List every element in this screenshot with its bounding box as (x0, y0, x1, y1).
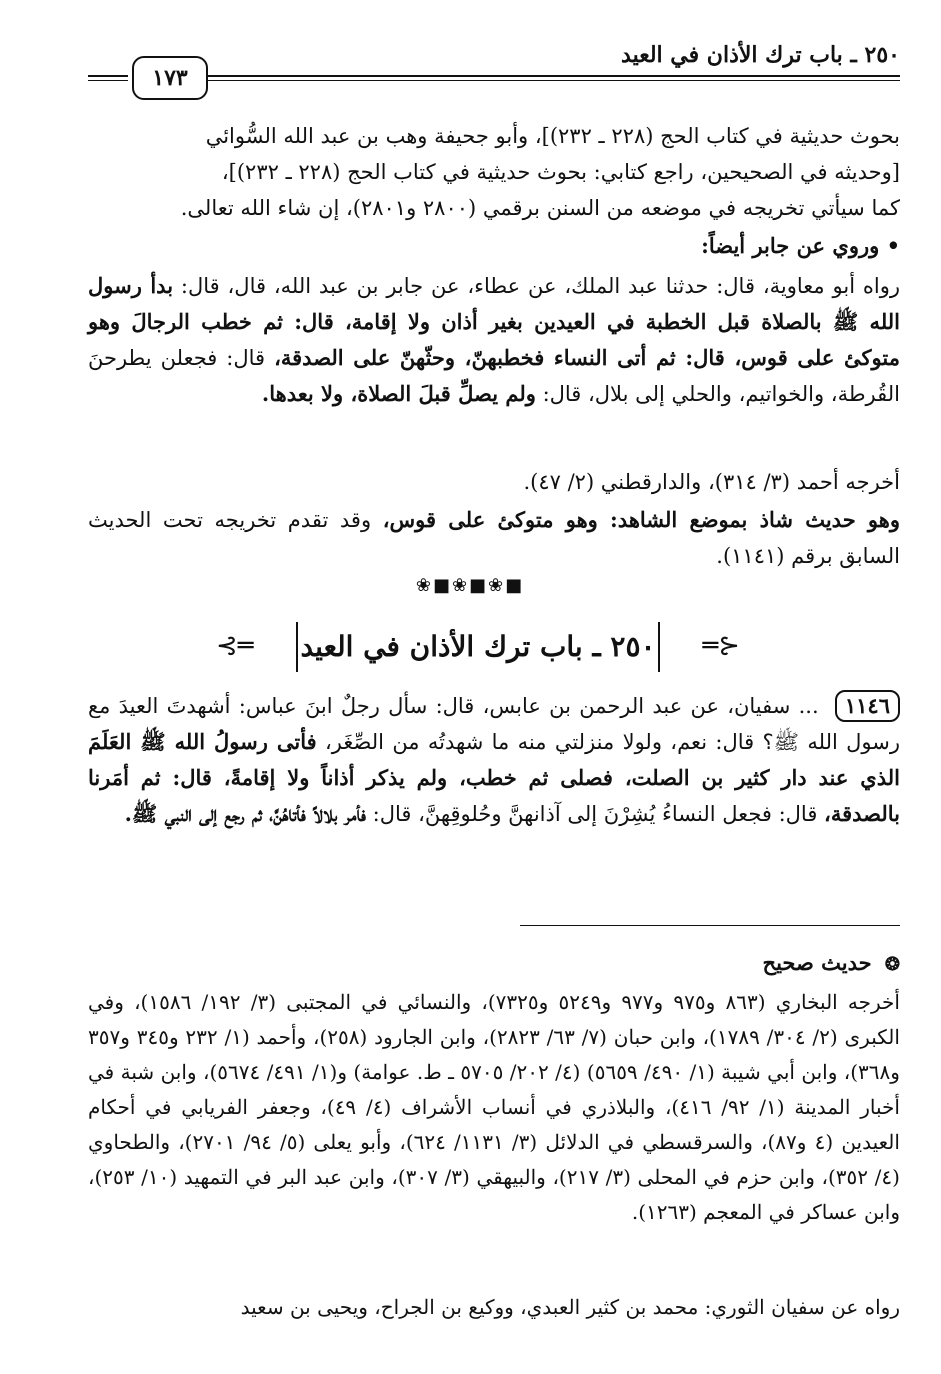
flourish-left-icon: ⊰═ (216, 631, 254, 661)
hadith-paragraph (88, 688, 900, 832)
top-paragraph (88, 118, 900, 226)
hadith-text-1: ... سفيان، عن عبد الرحمن بن عابس، قال: سأل رجلٌ ابنَ عباس: أشهدتَ العيدَ مع رسول الله ﷺ؟ قال: نعم، ولولا منزلتي منه ما شهدتُه من الصِّغَر، (88, 694, 900, 754)
footnote-paragraph-2: رواه عن سفيان الثوري: محمد بن كثير العبدي، ووكيع بن الجراح، ويحيى بن سعيد (240, 1295, 900, 1319)
section-ornament: ❀■❀■❀■ (415, 575, 525, 596)
jabir-matn: بدأ رسول الله ﷺ بالصلاة قبل الخطبة في العيدين بغير أذان ولا إقامة، قال: ثم خطب الرجالَ وهو متوكئ على قوس، قال: ثم أتى النساء فخطبهنّ، وحثّهنّ على الصدقة، (88, 273, 900, 370)
grade-label: حديث صحيح (762, 950, 872, 975)
grade-marker-icon: ❂ (884, 954, 900, 975)
text-line: كما سيأتي تخريجه في موضعه من السنن برقمي (٢٨٠٠ و٢٨٠١)، إن شاء الله تعالى. (180, 196, 900, 220)
hadith-text-2: فأتى رسولُ الله ﷺ العَلَمَ الذي عند دار كثير بن الصلت، فصلى ثم خطب، ولم يذكر أذاناً ولا إقامةً، قال: ثم أمَرنا بالصدقة، (88, 729, 900, 826)
verdict-bold: وهو حديث شاذ بموضع الشاهد: وهو متوكئ على قوس، (382, 507, 900, 532)
verdict-paragraph (88, 502, 900, 574)
jabir-heading: • وروي عن جابر أيضاً: (701, 233, 900, 258)
hadith-text-3: قال: فجعل النساءُ يُشِرْنَ إلى آذانهنَّ وحُلوقِهنَّ، قال: (372, 802, 818, 826)
flourish-right-icon: ═⊱ (702, 631, 740, 661)
footnote-paragraph-1: أخرجه البخاري (٨٦٣ و٩٧٥ و٩٧٧ و٥٢٤٩ و٧٣٢٥)، والنسائي في المجتبى (٣/ ١٩٢/ ١٥٨٦)، وفي الكبرى (٢/ ٣٠٤/ ١٧٨٩)، وابن حبان (٧/ ٦٣/ ٢٨٢٣)، وابن الجارود (٢٥٨)، وأحمد (١/ ٢٣٢ و٣٤٥ و٣٥٧ و٣٦٨)، وابن أبي شيبة (١/ ٤٩٠/ ٥٦٥٩) (٤/ ٢٠٢/ ٥٧٠٥ ـ ط. عوامة) و(١/ ٤٩١/ ٥٦٧٤)، وابن شبة في أخبار المدينة (١/ ٩٢/ ٤١٦)، والبلاذري في أنساب الأشراف (٤/ ٤٩)، وجعفر الفريابي في أحكام العيدين (٤ و٨٧)، والسرقسطي في الدلائل (٣/ ١١٣١/ ٦٢٤)، وأبو يعلى (٥/ ٩٤/ ٢٧٠١)، والطحاوي (٤/ ٣٥٢)، وابن حزم في المحلى (٣/ ٢١٧)، والبيهقي (٣/ ٣٠٧)، وابن عبد البر في التمهيد (١٠/ ٢٥٣)، وابن عساكر في المعجم (١٢٦٣). (88, 990, 900, 1224)
jabir-chain-2: قال: فجعلن يطرحنَ القُرطة، والخواتيم، والحلي إلى بلال، قال: (88, 346, 900, 406)
jabir-matn-2: ولم يصلِّ قبلَ الصلاة، ولا بعدها. (261, 381, 536, 406)
page-number: ١٧٣ (132, 56, 208, 100)
chapter-title: ٢٥٠ ـ باب ترك الأذان في العيد (296, 622, 660, 672)
text-line: [وحديثه في الصحيحين، راجع كتابي: بحوث حديثية في كتاب الحج (٢٢٨ ـ ٢٣٢)]، (221, 160, 900, 184)
jabir-chain: رواه أبو معاوية، قال: حدثنا عبد الملك، عن عطاء، عن جابر بن عبد الله، قال، قال: (180, 274, 900, 298)
footnote-rule (520, 925, 900, 926)
takhrij-line: أخرجه أحمد (٣/ ٣١٤)، والدارقطني (٢/ ٤٧). (523, 470, 900, 494)
verdict-rest: وقد تقدم تخريجه تحت الحديث السابق برقم (١١٤١). (88, 508, 900, 568)
page-header (88, 42, 900, 92)
hadith-text-4: فأمر بلالاً فأتاهُنَّ، ثم رجع إلى النبي ﷺ. (124, 801, 366, 826)
hadith-number-badge: ١١٤٦ (835, 690, 900, 722)
header-rule (208, 75, 900, 81)
header-rule-left (88, 75, 128, 81)
chapter-frame (216, 616, 740, 678)
hadith-grade (88, 950, 900, 975)
running-title: ٢٥٠ ـ باب ترك الأذان في العيد (621, 42, 900, 68)
jabir-narration (88, 268, 900, 412)
text-line: بحوث حديثية في كتاب الحج (٢٢٨ ـ ٢٣٢)]، وأبو جحيفة وهب بن عبد الله السُّوائي (205, 124, 900, 148)
